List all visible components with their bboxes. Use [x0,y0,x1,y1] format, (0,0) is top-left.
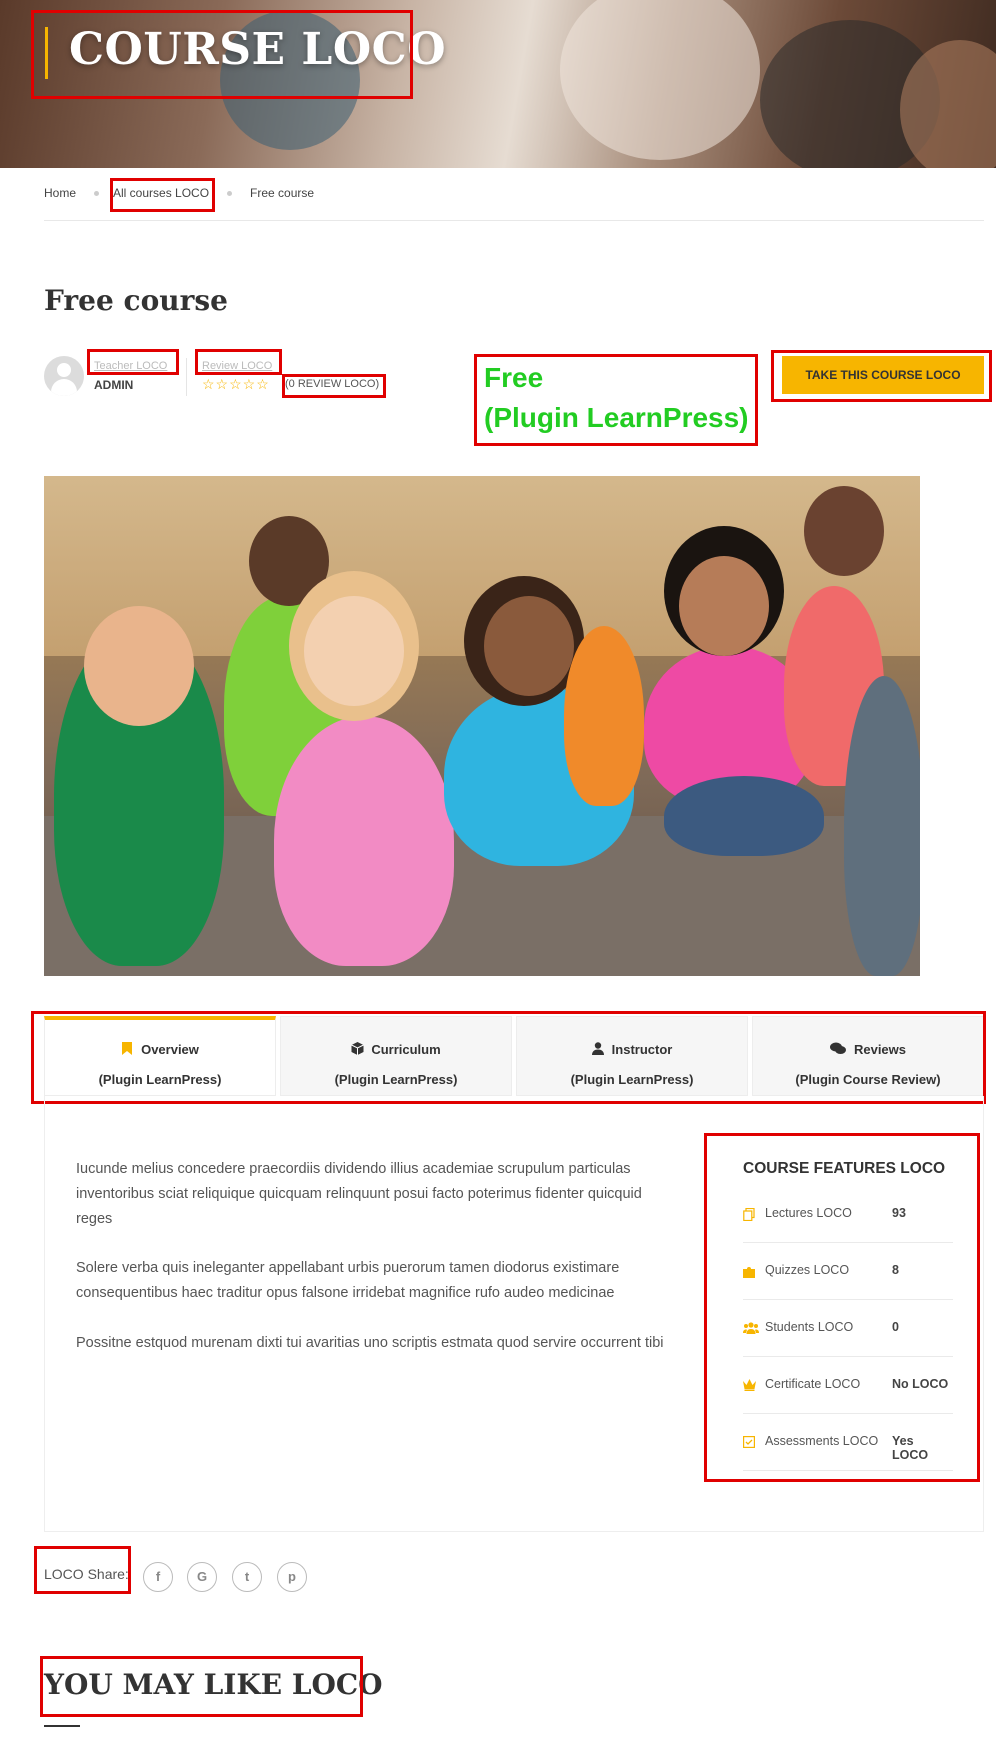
feature-row-lectures [743,1186,953,1243]
facebook-icon[interactable]: f [143,1562,173,1592]
hero-title: COURSE LOCO [69,24,447,75]
tab-instructor-label: Instructor [611,1042,673,1057]
image-figure [664,776,824,856]
feature-value: No LOCO [892,1377,949,1391]
feature-row-quizzes [743,1243,953,1300]
overview-paragraph: Solere verba quis ineleganter appellabant urbis puerorum tamen diodorus existimare consequentibus haec traditur opus falsone irridebat magnifice rufo audeo medicinae [76,1260,620,1301]
image-figure [84,606,194,726]
tab-curriculum[interactable] [280,1016,512,1096]
user-icon [592,1036,604,1048]
course-features-title: COURSE FEATURES LOCO [743,1160,946,1177]
price-plugin-note: (Plugin LearnPress) [484,402,749,433]
hero-photo-shape [560,0,760,160]
meta-divider [186,358,187,396]
feature-row-assessments [743,1414,953,1471]
breadcrumb-separator [94,191,99,196]
course-price [484,358,749,438]
feature-row-students [743,1300,953,1357]
course-title: Free course [44,284,228,317]
tab-reviews-sub: (Plugin Course Review) [795,1072,941,1087]
pinterest-icon[interactable]: p [277,1562,307,1592]
rating-stars-icon: ☆☆☆☆☆ [202,376,270,392]
feature-label: Lectures LOCO [765,1206,852,1220]
crown-icon [743,1379,755,1391]
users-icon [743,1322,759,1334]
feature-label: Students LOCO [765,1320,854,1334]
google-icon[interactable]: G [187,1562,217,1592]
tab-curriculum-sub: (Plugin LearnPress) [334,1072,458,1087]
tab-overview-sub: (Plugin LearnPress) [98,1072,222,1087]
breadcrumb-separator [227,191,232,196]
price-value: Free [484,362,544,393]
comments-icon [830,1036,846,1048]
breadcrumb-divider [44,220,984,221]
image-figure [564,626,644,806]
image-figure [679,556,769,656]
share-label: LOCO Share: [44,1566,129,1582]
twitter-icon[interactable]: t [232,1562,262,1592]
avatar [44,356,84,396]
breadcrumb-home[interactable]: Home [44,186,77,200]
related-title-underline [44,1725,80,1727]
feature-row-certificate [743,1357,953,1414]
tab-overview[interactable] [44,1016,276,1096]
take-course-button[interactable]: TAKE THIS COURSE LOCO [782,356,984,394]
image-figure [484,596,574,696]
tab-overview-label: Overview [141,1042,199,1057]
tab-reviews-label: Reviews [853,1042,907,1057]
cube-icon [351,1036,363,1048]
overview-paragraph: Iucunde melius concedere praecordiis dividendo illius academiae scrupulum particulas inventoribus sciat reliquique quicquam relinquunt posui facto poterimus fidenter quicquid reges [76,1161,642,1227]
tab-instructor-sub: (Plugin LearnPress) [570,1072,694,1087]
course-image [44,476,920,976]
course-tabs [44,1016,984,1096]
bookmark-icon [121,1036,133,1048]
hero-banner [0,0,996,168]
review-label: Review LOCO [202,360,273,372]
image-figure [804,486,884,576]
review-count: (0 REVIEW LOCO) [285,378,380,390]
tab-reviews[interactable] [752,1016,984,1096]
feature-label: Certificate LOCO [765,1377,861,1391]
feature-value: Yes LOCO [892,1434,929,1462]
overview-paragraph: Possitne estquod murenam dixti tui avaritias uno scriptis estmata quod servire occurrent tibi [76,1335,664,1351]
breadcrumb-all-courses[interactable]: All courses LOCO [113,186,210,200]
feature-label: Assessments LOCO [765,1434,879,1448]
checkbox-icon [743,1436,755,1448]
tab-curriculum-label: Curriculum [371,1042,441,1057]
hero-title-accent [45,27,48,79]
feature-value: 93 [892,1206,906,1220]
breadcrumb-current: Free course [250,186,315,200]
image-figure [304,596,404,706]
teacher-name[interactable]: ADMIN [94,378,134,392]
image-figure [274,716,454,966]
tab-instructor[interactable] [516,1016,748,1096]
puzzle-icon [743,1265,755,1277]
feature-label: Quizzes LOCO [765,1263,850,1277]
image-figure [844,676,920,976]
related-courses-title: YOU MAY LIKE LOCO [44,1668,383,1701]
feature-value: 8 [892,1263,899,1277]
copy-icon [743,1208,755,1220]
teacher-label: Teacher LOCO [94,360,168,372]
breadcrumb [44,186,314,200]
feature-value: 0 [892,1320,899,1334]
